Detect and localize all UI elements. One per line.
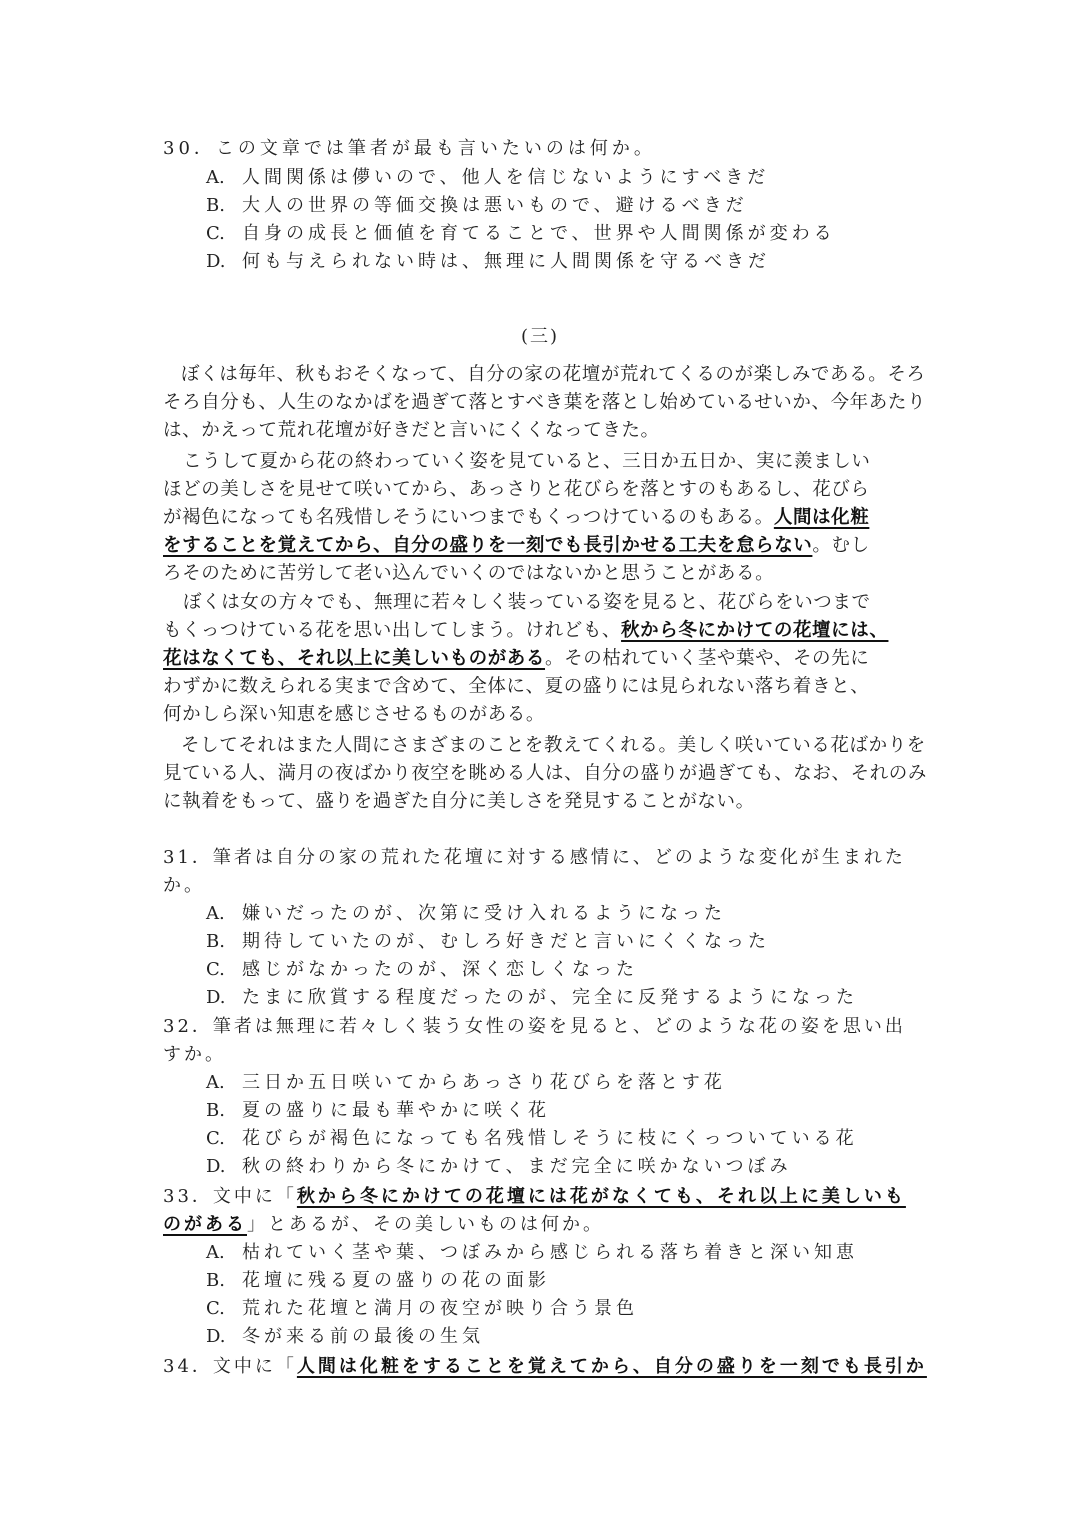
q32-stem: 32．筆者は無理に若々しく装う女性の姿を見ると、どのような花の姿を思い出 [163, 1016, 906, 1037]
option-text: 荒れた花壇と満月の夜空が映り合う景色 [242, 1298, 638, 1319]
option-letter: C. [206, 1128, 225, 1149]
passage-line: ぼくは毎年、秋もおそくなって、自分の家の花壇が荒れてくるのが楽しみである。そろ [181, 364, 926, 385]
option-letter: D. [206, 1156, 226, 1177]
q31-option-d[interactable] [206, 983, 858, 1009]
option-text: 冬が来る前の最後の生気 [242, 1326, 484, 1347]
stem-text: 」とあるが、その美しいものは何か。 [247, 1214, 604, 1235]
option-letter: A. [206, 1242, 225, 1263]
option-text: 花壇に残る夏の盛りの花の面影 [242, 1270, 550, 1291]
passage-line: に執着をもって、盛りを過ぎた自分に美しさを発見することがない。 [163, 791, 755, 812]
option-text: たまに欣賞する程度だったのが、完全に反発するようになった [242, 987, 858, 1008]
underlined-quote: のがある [163, 1214, 247, 1235]
underlined-quote: 人間は化粧をすることを覚えてから、自分の盛りを一刻でも長引か [296, 1356, 927, 1377]
q33-stem-cont [163, 1210, 604, 1236]
passage-line: ほどの美しさを見せて咲いてから、あっさりと花びらを落とすのもあるし、花びら [163, 479, 870, 500]
q30-stem: 30．この文章では筆者が最も言いたいのは何か。 [163, 138, 656, 159]
q33-option-a[interactable] [206, 1238, 858, 1264]
passage-line: 何かしら深い知恵を感じさせるものがある。 [163, 704, 546, 725]
option-text: 嫌いだったのが、次第に受け入れるようになった [242, 903, 726, 924]
option-letter: C. [206, 223, 225, 244]
passage-line: は、かえって荒れ花壇が好きだと言いにくくなってきた。 [163, 420, 660, 441]
passage-text: が褐色になっても名残惜しそうにいつまでもくっつけているのもある。 [163, 507, 774, 528]
option-letter: B. [206, 1270, 225, 1291]
passage-line [163, 503, 915, 529]
passage-text: 。その枯れていく茎や葉や、その先に [545, 648, 870, 669]
underlined-phrase: をすることを覚えてから、自分の盛りを一刻でも長引かせる工夫を怠らない [163, 535, 813, 556]
q31-option-a[interactable] [206, 899, 726, 925]
passage-line: ぼくは女の方々でも、無理に若々しく装っている姿を見ると、花びらをいつまで [183, 592, 871, 613]
passage-line: ろそのために苦労して老い込んでいくのではないかと思うことがある。 [163, 563, 775, 584]
q32-option-a[interactable] [206, 1068, 726, 1094]
option-letter: A. [206, 1072, 225, 1093]
underlined-phrase: 人間は化粧 [773, 507, 870, 528]
option-letter: B. [206, 1100, 225, 1121]
option-letter: B. [206, 931, 225, 952]
passage-line: そしてそれはまた人間にさまざまのことを教えてくれる。美しく咲いている花ばかりを [181, 735, 926, 756]
q33-option-c[interactable] [206, 1294, 638, 1320]
option-text: 秋の終わりから冬にかけて、まだ完全に咲かないつぼみ [242, 1156, 792, 1177]
option-text: 人間関係は儚いので、他人を信じないようにすべきだ [242, 167, 770, 188]
q31-stem-cont: か。 [163, 875, 205, 896]
passage-line: そろ自分も、人生のなかばを過ぎて落とすべき葉を落とし始めているせいか、今年あたり [163, 392, 927, 413]
option-letter: D. [206, 987, 226, 1008]
option-text: 期待していたのが、むしろ好きだと言いにくくなった [242, 931, 770, 952]
q31-stem: 31．筆者は自分の家の荒れた花壇に対する感情に、どのような変化が生まれた [163, 847, 906, 868]
stem-text: 33．文中に「 [163, 1186, 297, 1207]
option-letter: C. [206, 959, 225, 980]
option-text: 感じがなかったのが、深く恋しくなった [242, 959, 638, 980]
option-text: 枯れていく茎や葉、つぼみから感じられる落ち着きと深い知恵 [242, 1242, 858, 1263]
q32-option-d[interactable] [206, 1152, 792, 1178]
option-letter: D. [206, 1326, 226, 1347]
underlined-phrase: 花はなくても、それ以上に美しいものがある [163, 648, 546, 669]
q33-option-b[interactable] [206, 1266, 550, 1292]
option-text: 花びらが褐色になっても名残惜しそうに枝にくっついている花 [242, 1128, 858, 1149]
passage-line: 見ている人、満月の夜ばかり夜空を眺める人は、自分の盛りが過ぎても、なお、それのみ [163, 763, 928, 784]
option-letter: A. [206, 167, 225, 188]
option-text: 何も与えられない時は、無理に人間関係を守るべきだ [242, 251, 770, 272]
option-text: 夏の盛りに最も華やかに咲く花 [242, 1100, 550, 1121]
section-title: (三) [520, 326, 560, 347]
q31-option-b[interactable] [206, 927, 770, 953]
q33-option-d[interactable] [206, 1322, 484, 1348]
q33-stem [163, 1182, 906, 1208]
option-text: 三日か五日咲いてからあっさり花びらを落とす花 [242, 1072, 726, 1093]
q32-stem-cont: すか。 [163, 1044, 226, 1065]
option-text: 自身の成長と価値を育てることで、世界や人間関係が変わる [242, 223, 836, 244]
q32-option-b[interactable] [206, 1096, 550, 1122]
passage-line [163, 644, 915, 670]
q32-option-c[interactable] [206, 1124, 858, 1150]
q30-option-c[interactable] [206, 219, 836, 245]
option-text: 大人の世界の等価交換は悪いもので、避けるべきだ [242, 195, 748, 216]
q30-option-a[interactable] [206, 163, 769, 189]
underlined-phrase: 秋から冬にかけての花壇には、 [621, 620, 889, 641]
passage-line [163, 531, 915, 557]
passage-line: こうして夏から花の終わっていく姿を見ていると、三日か五日か、実に羨ましい [183, 451, 871, 472]
q30-option-b[interactable] [206, 191, 748, 217]
q30-option-d[interactable] [206, 247, 770, 273]
option-letter: D. [206, 251, 226, 272]
option-letter: A. [206, 903, 225, 924]
q31-option-c[interactable] [206, 955, 638, 981]
passage-text: 。むし [812, 535, 870, 556]
q34-stem [163, 1352, 927, 1378]
option-letter: C. [206, 1298, 225, 1319]
passage-line: わずかに数えられる実まで含めて、全体に、夏の盛りには見られない落ち着きと、 [163, 676, 870, 697]
underlined-quote: 秋から冬にかけての花壇には花がなくても、それ以上に美しいも [296, 1186, 906, 1207]
stem-text: 34．文中に「 [163, 1356, 297, 1377]
passage-text: もくっつけている花を思い出してしまう。けれども、 [163, 620, 622, 641]
option-letter: B. [206, 195, 225, 216]
passage-line [163, 616, 915, 642]
